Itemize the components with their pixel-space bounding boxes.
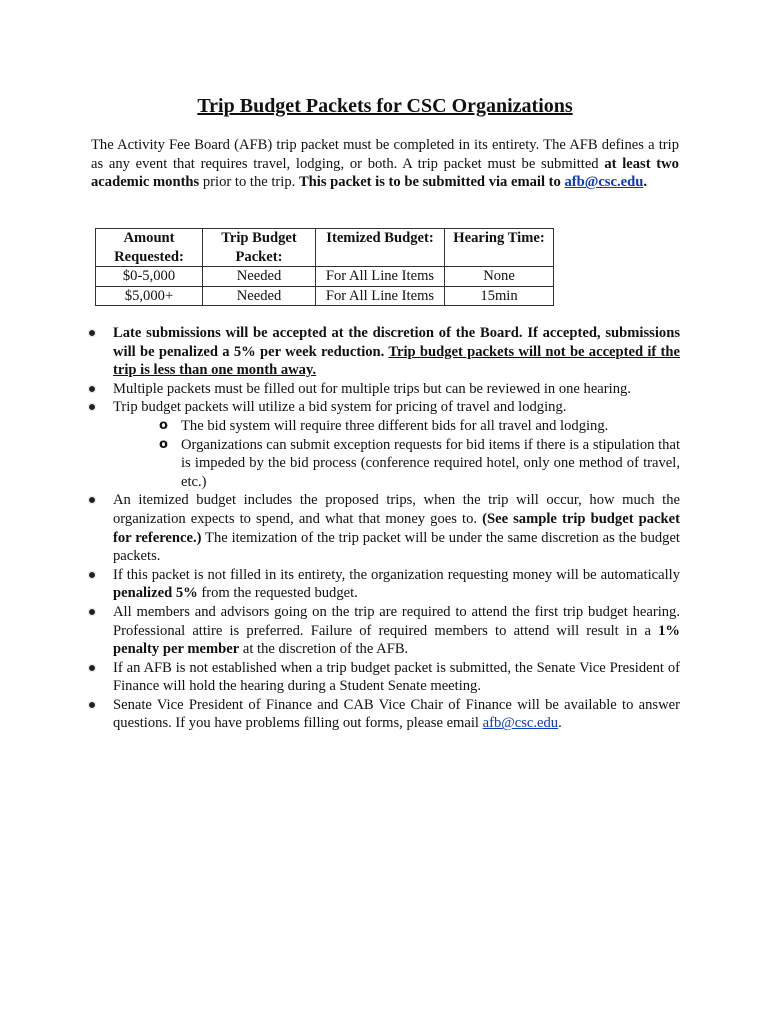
bullet-icon <box>88 571 96 579</box>
bullet-icon <box>88 403 96 411</box>
table-cell: Needed <box>203 267 316 287</box>
sub-list <box>113 417 680 491</box>
header-amount: Amount Requested: <box>96 229 203 267</box>
bullet-icon <box>88 385 96 393</box>
sample-reference: (See sample trip budget packet for reference.) <box>113 510 680 546</box>
late-submission-text: Late submissions will be accepted at the discretion of the Board. If accepted, submissions will be penalized a 5% per week reduction. <box>113 325 680 360</box>
list-item <box>88 380 680 399</box>
late-submission-warning: Trip budget packets will not be accepted if the trip is less than one month away. <box>113 343 680 379</box>
sub-list-item-text: The bid system will require three different bids for all travel and lodging. <box>181 417 609 434</box>
bullet-icon <box>88 664 96 672</box>
table-row <box>96 267 554 287</box>
list-item <box>88 566 680 603</box>
intro-bold-submit: This packet is to be submitted via email to afb@csc.edu. <box>298 174 647 191</box>
list-item <box>88 603 680 659</box>
list-item-text: Multiple packets must be filled out for multiple trips but can be reviewed in one hearing. <box>113 380 631 397</box>
email-link[interactable]: afb@csc.edu <box>564 174 644 191</box>
penalty-text: penalized 5% <box>113 585 198 602</box>
intro-paragraph <box>91 136 679 192</box>
list-item-text: If an AFB is not established when a trip budget packet is submitted, the Senate Vice President of Finance will hold the hearing during a Student Senate meeting. <box>113 659 680 695</box>
list-item-text: Trip budget packets will utilize a bid system for pricing of travel and lodging. <box>113 399 567 416</box>
table-cell: 15min <box>445 286 554 306</box>
list-item <box>88 659 680 696</box>
header-hearing: Hearing Time: <box>445 229 554 267</box>
list-item-text: Senate Vice President of Finance and CAB Vice Chair of Finance will be available to answer questions. If you have problems filling out forms, please email <box>113 696 680 732</box>
budget-table <box>95 228 554 306</box>
bullet-icon <box>88 496 96 504</box>
table-header-row <box>96 229 554 267</box>
sub-list-item <box>113 436 680 492</box>
header-itemized: Itemized Budget: <box>316 229 445 267</box>
sub-list-item <box>113 417 680 436</box>
table-cell: $5,000+ <box>96 286 203 306</box>
table-cell: For All Line Items <box>316 267 445 287</box>
rules-list <box>88 324 680 733</box>
header-packet: Trip Budget Packet: <box>203 229 316 267</box>
intro-text-2: prior to the trip. <box>199 174 299 191</box>
list-item-text: All members and advisors going on the trip are required to attend the first trip budget hearing. Professional attire is preferred. Failure of required members to attend will result in a <box>113 603 680 639</box>
page-title: Trip Budget Packets for CSC Organizations <box>197 95 573 117</box>
bullet-icon <box>88 329 96 337</box>
table-cell: Needed <box>203 286 316 306</box>
list-item <box>88 491 680 565</box>
list-item <box>88 324 680 380</box>
bullet-icon <box>88 608 96 616</box>
intro-text: The Activity Fee Board (AFB) trip packet must be completed in its entirety. The AFB defines a trip as any event that requires travel, lodging, or both. A trip packet must be submitted <box>91 137 679 172</box>
list-item: Senate Vice President of Finance and CAB Vice Chair of Finance will be available to answer questions. If you have problems filling out forms, please email afb@csc.edu. <box>88 696 680 733</box>
bullet-icon <box>88 701 96 709</box>
list-item <box>88 398 680 491</box>
sub-list-item-text: Organizations can submit exception requests for bid items if there is a stipulation that is impeded by the bid process (conference required hotel, only one method of travel, etc.) <box>181 436 680 490</box>
list-item-text: An itemized budget includes the proposed trips, when the trip will occur, how much the organization expects to spend, and what that money goes to. <box>113 492 680 527</box>
table-cell: For All Line Items <box>316 286 445 306</box>
list-item-text: from the requested budget. <box>197 585 358 602</box>
contact-email-link[interactable]: afb@csc.edu <box>482 715 559 732</box>
sub-bullet-icon: o <box>159 417 168 433</box>
sub-bullet-icon: o <box>159 436 168 452</box>
list-item-text: at the discretion of the AFB. <box>239 641 409 658</box>
table-cell: None <box>445 267 554 287</box>
intro-bold-deadline: at least two academic months <box>91 155 679 191</box>
list-item-text: The itemization of the trip packet will be under the same discretion as the budget packets. <box>113 529 680 565</box>
table-row <box>96 286 554 306</box>
table-cell: $0-5,000 <box>96 267 203 287</box>
member-penalty-text: 1% penalty per member <box>113 622 680 658</box>
list-item-text: If this packet is not filled in its entirety, the organization requesting money will be automatically <box>113 566 680 583</box>
